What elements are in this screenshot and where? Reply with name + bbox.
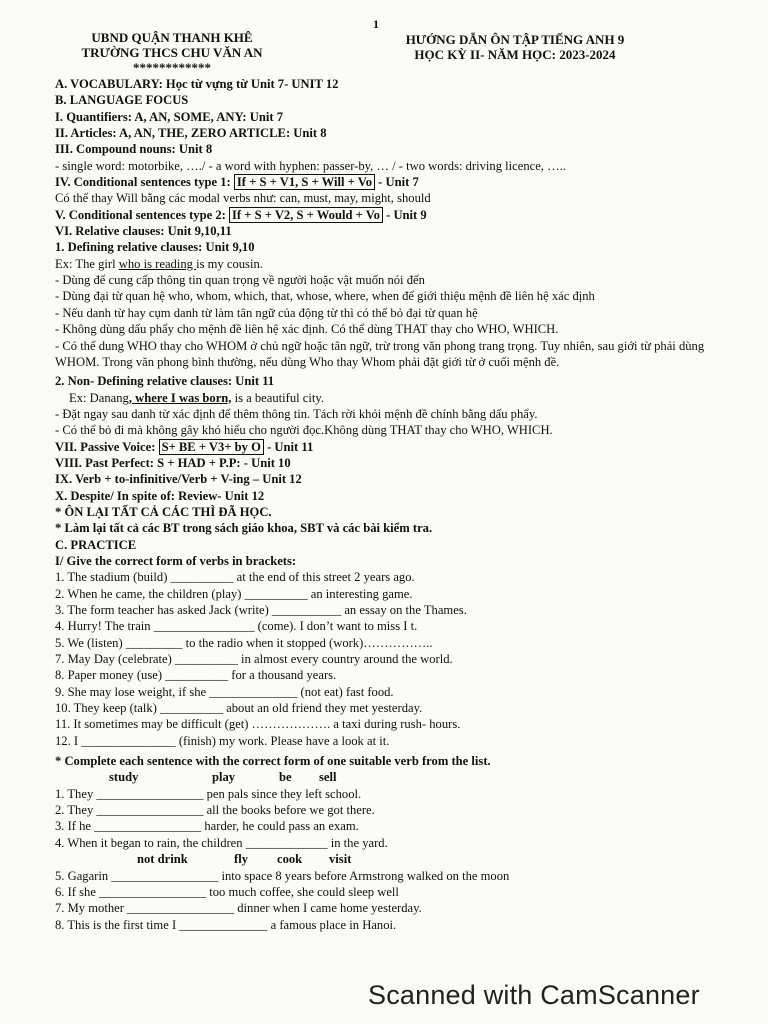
word-item: be bbox=[279, 770, 292, 785]
non-defining-note: - Có thể bỏ đi mà không gây khó hiểu cho người đọc.Không dùng THAT thay cho WHO, WHICH. bbox=[55, 423, 553, 438]
word-item: play bbox=[212, 770, 236, 785]
camscanner-watermark: Scanned with CamScanner bbox=[368, 980, 700, 1010]
exercise2-item: 6. If she _________________ too much coffee, she could sleep well bbox=[55, 884, 399, 899]
non-defining-example bbox=[55, 390, 730, 406]
review-exercises: * Làm lại tất cả các BT trong sách giáo khoa, SBT và các bài kiểm tra. bbox=[55, 521, 433, 536]
passive-voice-unit: - Unit 11 bbox=[267, 439, 314, 454]
header-district: UBND QUẬN THANH KHÊ bbox=[91, 30, 253, 45]
exercise2-item: 3. If he _________________ harder, he could pass an exam. bbox=[55, 819, 359, 834]
exercise1-item: 11. It sometimes may be difficult (get) ………………. a taxi during rush- hours. bbox=[55, 717, 461, 732]
header-left bbox=[52, 30, 292, 75]
non-defining-note: - Đặt ngay sau danh từ xác định để thêm thông tin. Tách rời khỏi mệnh đề chính bằng dấu phẩy. bbox=[55, 406, 538, 421]
exercise1-item: 2. When he came, the children (play) __________ an interesting game. bbox=[55, 586, 413, 601]
section-despite: X. Despite/ In spite of: Review- Unit 12 bbox=[55, 488, 265, 503]
review-tenses: * ÔN LẠI TẤT CẢ CÁC THÌ ĐÃ HỌC. bbox=[55, 504, 272, 519]
document-body bbox=[55, 76, 730, 933]
conditional-type2-unit: - Unit 9 bbox=[386, 207, 427, 222]
exercise2-item: 4. When it began to rain, the children _____________ in the yard. bbox=[55, 835, 388, 850]
defining-relative-example bbox=[55, 256, 730, 272]
section-c-practice: C. PRACTICE bbox=[55, 537, 137, 552]
non-defining-example-end: is a beautiful city. bbox=[231, 390, 324, 405]
section-past-perfect: VIII. Past Perfect: S + HAD + P.P: - Unit 10 bbox=[55, 455, 291, 470]
word-item: not drink bbox=[137, 852, 188, 867]
compound-nouns-examples: - single word: motorbike, …./ - a word with hyphen: passer-by, … / - two words: driving licence, ….. bbox=[55, 158, 566, 173]
section-quantifiers: I. Quantifiers: A, AN, SOME, ANY: Unit 7 bbox=[55, 109, 283, 124]
passive-voice-formula: S+ BE + V3+ by O bbox=[159, 439, 264, 455]
exercise1-item: 10. They keep (talk) __________ about an old friend they met yesterday. bbox=[55, 701, 423, 716]
exercise2-item: 5. Gagarin _________________ into space 8 years before Armstrong walked on the moon bbox=[55, 868, 510, 883]
exercise2-item: 7. My mother _________________ dinner when I came home yesterday. bbox=[55, 901, 422, 916]
conditional-type2-line bbox=[55, 207, 730, 223]
header-right bbox=[385, 32, 645, 62]
section-articles: II. Articles: A, AN, THE, ZERO ARTICLE: Unit 8 bbox=[55, 126, 327, 141]
exercise2-item: 8. This is the first time I ______________ a famous place in Hanoi. bbox=[55, 917, 397, 932]
conditional-type1-note: Có thể thay Will bằng các modal verbs như: can, must, may, might, should bbox=[55, 191, 431, 206]
defining-relative-label: 1. Defining relative clauses: Unit 9,10 bbox=[55, 240, 255, 255]
non-defining-example-clause: , where I was born, bbox=[128, 390, 232, 405]
exercise1-title: I/ Give the correct form of verbs in brackets: bbox=[55, 553, 297, 568]
word-item: cook bbox=[277, 852, 303, 867]
exercise1-item: 1. The stadium (build) __________ at the end of this street 2 years ago. bbox=[55, 570, 415, 585]
passive-voice-label: VII. Passive Voice: bbox=[55, 439, 156, 454]
exercise1-item: 8. Paper money (use) __________ for a thousand years. bbox=[55, 668, 337, 683]
exercise1-item: 9. She may lose weight, if she ______________ (not eat) fast food. bbox=[55, 684, 394, 699]
header-stars: ************ bbox=[133, 60, 211, 75]
non-defining-relative-label: 2. Non- Defining relative clauses: Unit 11 bbox=[55, 374, 275, 389]
word-item: sell bbox=[319, 770, 337, 785]
exercise2-title: * Complete each sentence with the correct form of one suitable verb from the list. bbox=[55, 754, 491, 769]
defining-example-clause: who is reading bbox=[118, 256, 197, 271]
passive-voice-line bbox=[55, 439, 730, 455]
page-number: 1 bbox=[373, 17, 379, 31]
section-a-vocabulary: A. VOCABULARY: Học từ vựng từ Unit 7- UNIT 12 bbox=[55, 77, 339, 91]
section-verb-patterns: IX. Verb + to-infinitive/Verb + V-ing – Unit 12 bbox=[55, 472, 302, 487]
header-school: TRƯỜNG THCS CHU VĂN AN bbox=[81, 45, 263, 60]
word-item: fly bbox=[234, 852, 248, 867]
header-term: HỌC KỲ II- NĂM HỌC: 2023-2024 bbox=[414, 47, 616, 62]
defining-note: - Nếu danh từ hay cụm danh từ làm tân ngữ của động từ thì có thể bỏ đại từ quan hệ bbox=[55, 305, 478, 320]
exercise1-item: 7. May Day (celebrate) __________ in almost every country around the world. bbox=[55, 652, 453, 667]
exercise1-item: 5. We (listen) _________ to the radio when it stopped (work)…………….. bbox=[55, 635, 433, 650]
defining-note: - Có thể dung WHO thay cho WHOM ở chủ ngữ hoặc tân ngữ, trừ trong văn phong trang trọng. Tuy nhiên, sau giới từ phải dùng WHOM. Trong văn phong bình thường, nếu dùng Who thay Whom phải đặt giới từ ở cuối mệnh đề. bbox=[55, 338, 705, 369]
section-b-language-focus: B. LANGUAGE FOCUS bbox=[55, 93, 189, 108]
conditional-type2-label: V. Conditional sentences type 2: bbox=[55, 207, 226, 222]
defining-note: - Dùng để cung cấp thông tin quan trọng về người hoặc vật muốn nói đến bbox=[55, 273, 425, 288]
exercise2-item: 1. They _________________ pen pals since they left school. bbox=[55, 786, 362, 801]
conditional-type1-line bbox=[55, 174, 730, 190]
exercise1-item: 3. The form teacher has asked Jack (write) ___________ an essay on the Thames. bbox=[55, 603, 467, 617]
defining-example-start: Ex: The girl bbox=[55, 256, 119, 271]
conditional-type1-formula: If + S + V1, S + Will + Vo bbox=[234, 174, 375, 190]
conditional-type1-unit: - Unit 7 bbox=[378, 175, 419, 190]
defining-note: - Dùng đại từ quan hệ who, whom, which, that, whose, where, when để giới thiệu mệnh đề liên hệ xác định bbox=[55, 289, 595, 304]
defining-note: - Không dùng dấu phẩy cho mệnh đề liên hệ xác định. Có thể dùng THAT thay cho WHO, WHICH. bbox=[55, 322, 559, 337]
defining-example-end: is my cousin. bbox=[196, 256, 263, 271]
section-relative-clauses: VI. Relative clauses: Unit 9,10,11 bbox=[55, 224, 232, 239]
word-list-1 bbox=[55, 769, 730, 785]
word-item: visit bbox=[329, 852, 352, 867]
conditional-type2-formula: If + S + V2, S + Would + Vo bbox=[229, 207, 383, 223]
section-compound-nouns: III. Compound nouns: Unit 8 bbox=[55, 142, 213, 157]
word-item: study bbox=[109, 770, 139, 785]
exercise1-item: 12. I _______________ (finish) my work. Please have a look at it. bbox=[55, 733, 390, 748]
word-list-2 bbox=[55, 851, 730, 867]
header-title: HƯỚNG DẪN ÔN TẬP TIẾNG ANH 9 bbox=[405, 32, 625, 47]
exercise2-item: 2. They _________________ all the books before we got there. bbox=[55, 803, 375, 818]
non-defining-example-start: Ex: Danang bbox=[69, 390, 129, 405]
conditional-type1-label: IV. Conditional sentences type 1: bbox=[55, 175, 231, 190]
exercise1-item: 4. Hurry! The train ________________ (come). I don’t want to miss I t. bbox=[55, 619, 418, 634]
